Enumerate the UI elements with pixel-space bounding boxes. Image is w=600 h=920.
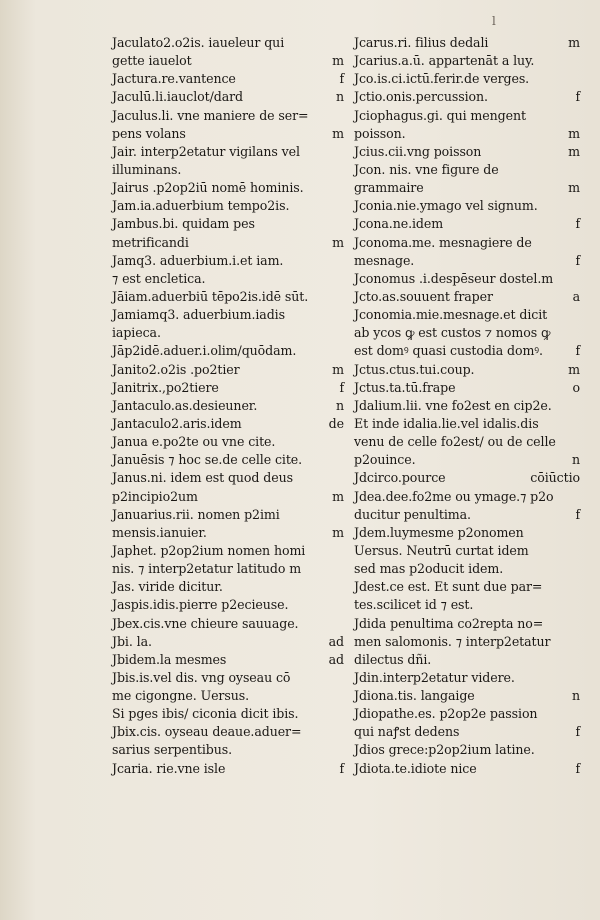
entry-text: Jbix.cis. oyseau deaue.aduer=: [112, 724, 302, 740]
entry-text: grammaire: [354, 180, 424, 196]
entry-text: Jairus .p2op2iū nomē hominis.: [112, 180, 304, 196]
entry-text: Jdin.interp2etatur videre.: [354, 669, 515, 685]
gender-marker: ad: [328, 633, 344, 649]
dictionary-line: [354, 615, 580, 633]
entry-text: Jas. viride dicitur.: [112, 579, 223, 595]
dictionary-line: [354, 651, 580, 669]
gender-marker: de: [328, 415, 344, 431]
entry-text: tes.scilicet id ⁊ est.: [354, 597, 474, 613]
entry-text: iapieca.: [112, 325, 161, 341]
entry-text: Jctus.ctus.tui.coup.: [354, 361, 475, 377]
entry-text: Jconomus .i.despēseur dostel.m: [354, 270, 554, 286]
dictionary-line: [354, 524, 580, 542]
dictionary-line: [354, 361, 580, 379]
entry-text: poisson.: [354, 125, 406, 141]
entry-text: Jcon. nis. vne figure de: [354, 161, 499, 177]
entry-text: Jcaria. rie.vne isle: [112, 760, 226, 776]
dictionary-line: [354, 669, 580, 687]
gender-marker: n: [335, 397, 344, 413]
entry-text: Jcarius.a.ū. appartenāt a luy.: [354, 53, 535, 69]
entry-text: mesnage.: [354, 252, 415, 268]
gender-marker: cōiūctio: [530, 470, 580, 486]
dictionary-line: [354, 542, 580, 560]
entry-text: Jamq3. aduerbium.i.et iam.: [112, 252, 284, 268]
dictionary-line: [112, 760, 344, 778]
dictionary-line: [354, 560, 580, 578]
dictionary-line: [112, 397, 344, 415]
gender-marker: f: [575, 506, 580, 522]
dictionary-line: [112, 161, 344, 179]
gender-marker: m: [332, 234, 344, 250]
entry-text: Jdea.dee.fo2me ou ymage.⁊ p2o: [354, 488, 554, 504]
dictionary-line: [112, 488, 344, 506]
entry-text: mensis.ianuier.: [112, 524, 207, 540]
dictionary-line: [354, 451, 580, 469]
gender-marker: f: [575, 216, 580, 232]
entry-text: sed mas p2oducit idem.: [354, 561, 504, 577]
gender-marker: o: [572, 379, 580, 395]
entry-text: men salomonis. ⁊ interp2etatur: [354, 633, 551, 649]
dictionary-line: [354, 578, 580, 596]
entry-text: dilectus dñi.: [354, 651, 432, 667]
dictionary-line: [112, 288, 344, 306]
dictionary-line: [112, 34, 344, 52]
dictionary-line: [112, 361, 344, 379]
dictionary-line: [354, 306, 580, 324]
entry-text: Jbex.cis.vne chieure sauuage.: [112, 615, 299, 631]
gender-marker: f: [339, 379, 344, 395]
dictionary-line: [354, 70, 580, 88]
dictionary-line: [112, 70, 344, 88]
dictionary-line: [354, 270, 580, 288]
dictionary-line: [354, 415, 580, 433]
dictionary-line: [354, 197, 580, 215]
entry-text: Jaculato2.o2is. iaueleur qui: [112, 35, 285, 50]
gender-marker: ad: [328, 651, 344, 667]
dictionary-line: [112, 270, 344, 288]
dictionary-line: [354, 88, 580, 106]
gender-marker: f: [575, 343, 580, 359]
dictionary-line: [112, 324, 344, 342]
right-column: [354, 34, 580, 778]
left-column: [112, 34, 344, 778]
entry-text: Jcto.as.souuent fraper: [354, 288, 493, 304]
dictionary-line: [354, 633, 580, 651]
dictionary-line: [112, 741, 344, 759]
dictionary-line: [112, 252, 344, 270]
entry-text: pens volans: [112, 125, 186, 141]
dictionary-line: [112, 615, 344, 633]
gender-marker: m: [568, 143, 580, 159]
dictionary-line: [112, 705, 344, 723]
dictionary-line: [354, 488, 580, 506]
dictionary-line: [354, 324, 580, 342]
entry-text: Jctio.onis.percussion.: [354, 89, 488, 105]
dictionary-line: [112, 433, 344, 451]
gender-marker: f: [575, 89, 580, 105]
gender-marker: a: [572, 288, 580, 304]
entry-text: Jbi. la.: [112, 633, 152, 649]
entry-text: ab ycos ꝙ est custos ⁊ nomos ꝙ: [354, 325, 551, 341]
dictionary-line: [112, 215, 344, 233]
dictionary-line: [112, 143, 344, 161]
entry-text: Januēsis ⁊ hoc se.de celle cite.: [112, 452, 303, 468]
dictionary-line: [354, 687, 580, 705]
dictionary-line: [354, 469, 580, 487]
entry-text: Jcarus.ri. filius dedali: [354, 35, 489, 50]
gender-marker: m: [332, 488, 344, 504]
dictionary-line: [354, 215, 580, 233]
dictionary-line: [112, 469, 344, 487]
gender-marker: f: [575, 760, 580, 776]
dictionary-line: [354, 741, 580, 759]
dictionary-line: [112, 197, 344, 215]
dictionary-line: [112, 578, 344, 596]
entry-text: Jdiopathe.es. p2op2e passion: [354, 706, 538, 722]
entry-text: Jconomia.mie.mesnage.et dicit: [354, 307, 548, 323]
entry-text: Janua e.po2te ou vne cite.: [112, 434, 276, 450]
entry-text: Jcius.cii.vng poisson: [354, 143, 482, 159]
entry-text: sarius serpentibus.: [112, 742, 232, 758]
entry-text: Jbidem.la mesmes: [112, 651, 227, 667]
gender-marker: m: [568, 35, 580, 50]
entry-text: Jantaculo.as.desieuner.: [112, 397, 258, 413]
entry-text: Jambus.bi. quidam pes: [112, 216, 255, 232]
dictionary-line: [112, 234, 344, 252]
dictionary-line: [112, 125, 344, 143]
entry-text: Jaculus.li. vne maniere de ser=: [112, 107, 309, 123]
entry-text: Jdiona.tis. langaige: [354, 688, 475, 704]
entry-text: venu de celle fo2est/ ou de celle: [354, 434, 556, 450]
dictionary-line: [112, 379, 344, 397]
entry-text: qui naꝭst dedens: [354, 724, 460, 740]
dictionary-line: [354, 107, 580, 125]
entry-text: Jantaculo2.aris.idem: [112, 415, 242, 431]
dictionary-line: [354, 234, 580, 252]
entry-text: Jaspis.idis.pierre p2ecieuse.: [112, 597, 289, 613]
gender-marker: m: [568, 125, 580, 141]
dictionary-line: [354, 252, 580, 270]
entry-text: Jdcirco.pource: [354, 470, 446, 486]
entry-text: ducitur penultima.: [354, 506, 471, 522]
entry-text: Jdios grece:p2op2ium latine.: [354, 742, 535, 758]
gender-marker: f: [339, 760, 344, 776]
entry-text: Jāiam.aduerbiū tēpo2is.idē sūt.: [112, 288, 309, 304]
dictionary-line: [112, 342, 344, 360]
dictionary-line: [112, 560, 344, 578]
dictionary-line: [354, 52, 580, 70]
dictionary-line: [112, 451, 344, 469]
dictionary-line: [354, 705, 580, 723]
entry-text: p2incipio2um: [112, 488, 198, 504]
entry-text: Uersus. Neutrū curtat idem: [354, 542, 529, 558]
dictionary-line: [354, 433, 580, 451]
dictionary-line: [354, 288, 580, 306]
entry-text: Jcona.ne.idem: [354, 216, 444, 232]
entry-text: gette iauelot: [112, 53, 192, 69]
entry-text: me cigongne. Uersus.: [112, 688, 249, 704]
entry-text: Janitrix.,po2tiere: [112, 379, 219, 395]
dictionary-line: [112, 52, 344, 70]
dictionary-line: [112, 596, 344, 614]
dictionary-line: [112, 633, 344, 651]
gender-marker: n: [571, 688, 580, 704]
dictionary-line: [112, 88, 344, 106]
entry-text: Jbis.is.vel dis. vng oyseau cō: [112, 669, 291, 685]
dictionary-line: [354, 34, 580, 52]
dictionary-line: [354, 125, 580, 143]
entry-text: Januarius.rii. nomen p2imi: [112, 506, 280, 522]
gender-marker: f: [575, 252, 580, 268]
gender-marker: m: [332, 53, 344, 69]
entry-text: Jaculū.li.iauclot/dard: [112, 89, 243, 105]
dictionary-line: [354, 397, 580, 415]
dictionary-line: [354, 596, 580, 614]
gender-marker: f: [575, 724, 580, 740]
gender-marker: f: [339, 71, 344, 87]
dictionary-line: [112, 306, 344, 324]
gender-marker: m: [568, 361, 580, 377]
dictionary-line: [112, 506, 344, 524]
dictionary-line: [354, 379, 580, 397]
dictionary-line: [112, 179, 344, 197]
entry-text: Jdem.luymesme p2onomen: [354, 524, 524, 540]
entry-text: Jair. interp2etatur vigilans vel: [112, 143, 300, 159]
entry-text: nis. ⁊ interp2etatur latitudo m: [112, 561, 302, 577]
entry-text: metrificandi: [112, 234, 189, 250]
entry-text: est domꝰ quasi custodia domꝰ.: [354, 343, 543, 359]
entry-text: Jamiamq3. aduerbium.iadis: [112, 307, 285, 323]
gender-marker: n: [571, 452, 580, 468]
entry-text: Si pges ibis/ ciconia dicit ibis.: [112, 706, 299, 722]
entry-text: Jactura.re.vantence: [112, 71, 236, 87]
entry-text: Et inde idalia.lie.vel idalis.dis: [354, 415, 539, 431]
folio-mark: l: [492, 14, 496, 28]
dictionary-line: [354, 161, 580, 179]
entry-text: Jdalium.lii. vne fo2est en cip2e.: [354, 397, 552, 413]
entry-text: illuminans.: [112, 161, 182, 177]
entry-text: ⁊ est encletica.: [112, 270, 206, 286]
gender-marker: m: [332, 361, 344, 377]
dictionary-line: [354, 342, 580, 360]
entry-text: Jciophagus.gi. qui mengent: [354, 107, 526, 123]
dictionary-line: [112, 415, 344, 433]
dictionary-line: [112, 524, 344, 542]
entry-text: p2ouince.: [354, 452, 416, 468]
entry-text: Jam.ia.aduerbium tempo2is.: [112, 198, 290, 214]
entry-text: Jconoma.me. mesnagiere de: [354, 234, 532, 250]
entry-text: Janus.ni. idem est quod deus: [112, 470, 293, 486]
dictionary-line: [354, 143, 580, 161]
dictionary-line: [354, 179, 580, 197]
entry-text: Jconia.nie.ymago vel signum.: [354, 198, 538, 214]
dictionary-line: [354, 506, 580, 524]
entry-text: Japhet. p2op2ium nomen homi: [112, 542, 306, 558]
dictionary-line: [112, 723, 344, 741]
entry-text: Jdest.ce est. Et sunt due par=: [354, 579, 543, 595]
gender-marker: m: [332, 125, 344, 141]
gender-marker: m: [332, 524, 344, 540]
entry-text: Jctus.ta.tū.frape: [354, 379, 456, 395]
entry-text: Jāp2idē.aduer.i.olim/quōdam.: [112, 343, 297, 359]
dictionary-line: [112, 107, 344, 125]
dictionary-line: [112, 651, 344, 669]
dictionary-line: [112, 669, 344, 687]
dictionary-line: [112, 542, 344, 560]
entry-text: Jco.is.ci.ictū.ferir.de verges.: [354, 71, 530, 87]
dictionary-line: [354, 723, 580, 741]
dictionary-line: [354, 760, 580, 778]
dictionary-line: [112, 687, 344, 705]
entry-text: Janito2.o2is .po2tier: [112, 361, 240, 377]
entry-text: Jdiota.te.idiote nice: [354, 760, 477, 776]
gender-marker: m: [568, 180, 580, 196]
entry-text: Jdida penultima co2repta no=: [354, 615, 544, 631]
gender-marker: n: [335, 89, 344, 105]
